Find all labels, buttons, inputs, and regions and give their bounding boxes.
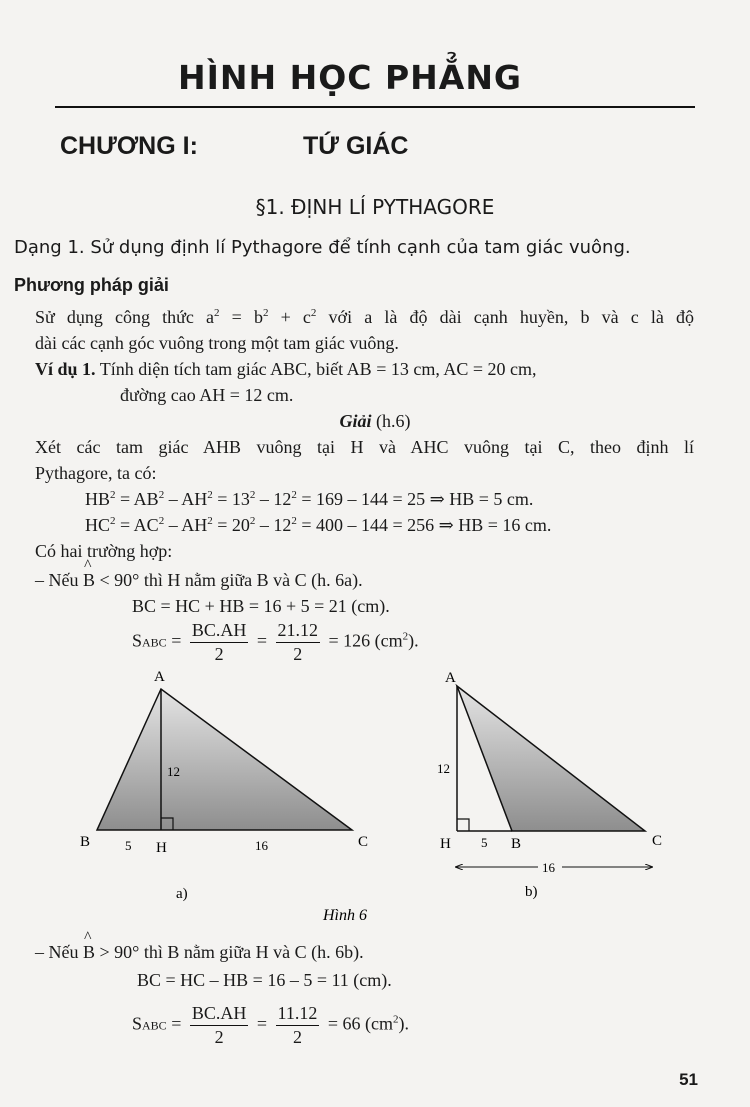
figure-6	[0, 660, 750, 930]
part-title: HÌNH HỌC PHẲNG	[177, 58, 523, 97]
angle-b-hat: ^ B	[83, 570, 95, 591]
label-h-b: H	[440, 836, 451, 852]
case1-condition: – Nếu ^ B < 90° thì H nằm giữa B và C (h. 6a).	[35, 570, 363, 591]
figure-6a	[80, 669, 368, 902]
example-label: Ví dụ 1.	[35, 359, 96, 379]
triangle-abc-a	[97, 689, 352, 830]
label-a-a: A	[154, 669, 165, 685]
label-h-a: H	[156, 840, 167, 856]
label-bh-a: 5	[125, 838, 132, 853]
triangle-abc-b	[457, 686, 645, 831]
two-cases-line: Có hai trường hợp:	[35, 541, 173, 561]
figure-caption: Hình 6	[323, 907, 367, 924]
label-a-b: A	[445, 670, 456, 686]
solution-label: Giải	[339, 411, 372, 431]
case2-bc: BC = HC – HB = 16 – 5 = 11 (cm).	[137, 970, 392, 990]
solution-line-1: Xét các tam giác AHB vuông tại H và AHC vuông tại C, theo định lí	[35, 437, 694, 457]
label-c-a: C	[358, 834, 369, 850]
label-b-a: B	[80, 834, 91, 850]
label-hb-b: 5	[481, 835, 488, 850]
method-line-2: dài các cạnh góc vuông trong một tam giác vuông.	[35, 333, 399, 353]
case1-bc: BC = HC + HB = 16 + 5 = 21 (cm).	[132, 596, 390, 616]
label-ah-a: 12	[167, 764, 180, 779]
title-rule	[55, 106, 695, 108]
figure-6b	[437, 670, 662, 900]
example-line-1: Ví dụ 1. Tính diện tích tam giác ABC, biết AB = 13 cm, AC = 20 cm,	[35, 359, 537, 379]
case2-condition: – Nếu ^ B > 90° thì B nằm giữa H và C (h. 6b).	[35, 942, 364, 963]
method-heading: Phương pháp giải	[14, 275, 169, 295]
chapter-label: CHƯƠNG I:	[60, 132, 198, 160]
label-hc-b: 16	[542, 860, 555, 875]
equation-hb: $HB^2 = AB^2 - AH^2 = 13^2 - 12^2 = 169 - 144 = 25$ ⇒ HB = 5 cm.	[85, 489, 534, 509]
right-angle-mark-b	[457, 819, 469, 831]
equation-hc: $HC^2 = AC^2 - AH^2 = 20^2 - 12^2 = 400 - 144 = 256$ ⇒ HB = 16 cm.	[85, 515, 552, 535]
case1-area: SABC = $\frac{BC.AH}{2}$ = $\frac{21.12}{2}$ = 126 $(cm^2)$.	[132, 620, 419, 664]
label-ah-b: 12	[437, 761, 450, 776]
solution-heading: Giải (h.6)	[339, 411, 411, 431]
subcaption-b: b)	[525, 884, 538, 900]
section-title: §1. ĐỊNH LÍ PYTHAGORE	[255, 195, 495, 219]
dang-heading: Dạng 1. Sử dụng định lí Pythagore để tính cạnh của tam giác vuông.	[14, 237, 631, 258]
subcaption-a: a)	[176, 886, 188, 902]
label-b-b: B	[511, 836, 522, 852]
label-c-b: C	[652, 833, 663, 849]
example-line-2: đường cao AH = 12 cm.	[120, 385, 294, 405]
angle-b-hat-2: ^ B	[83, 942, 95, 963]
solution-line-2: Pythagore, ta có:	[35, 463, 157, 483]
case2-area: SABC = $\frac{BC.AH}{2}$ = $\frac{11.12}{2}$ = 66 $(cm^2)$.	[132, 1003, 410, 1047]
method-line-1: Sử dụng công thức $a^2 = b^2 + c^2$ với a là độ dài cạnh huyền, b và c là độ	[35, 307, 694, 327]
chapter-title: TỨ GIÁC	[303, 132, 409, 160]
label-hc-a: 16	[255, 838, 268, 853]
page-number: 51	[679, 1070, 698, 1089]
